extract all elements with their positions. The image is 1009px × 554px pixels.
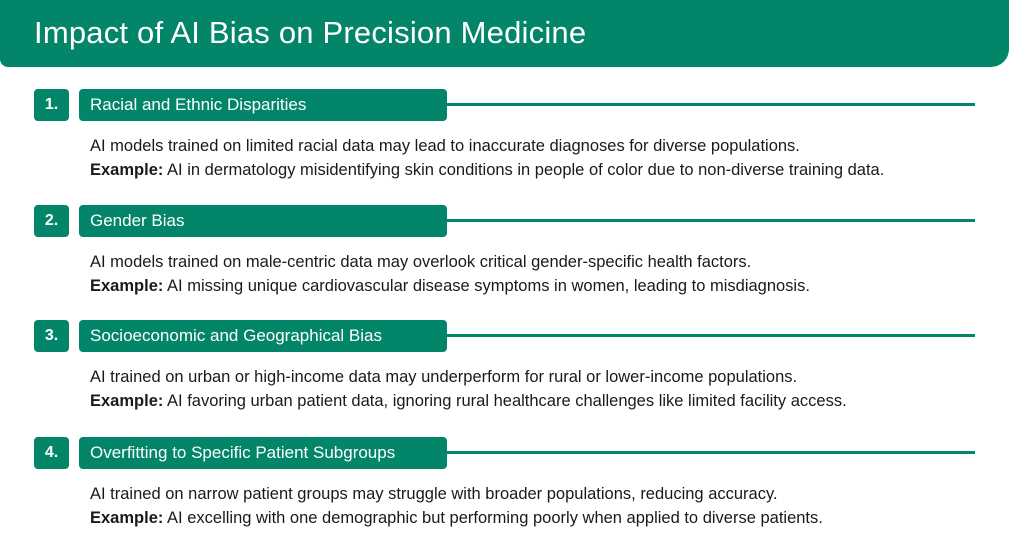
section-overfitting-patient-subgroups [0,437,1009,547]
example-label: Example: [90,392,164,410]
example-text: AI in dermatology misidentifying skin conditions in people of color due to non-diverse training data. [163,161,885,179]
page-title: Impact of AI Bias on Precision Medicine [34,15,587,50]
section-description: AI models trained on male-centric data may overlook critical gender-specific health factors. [90,253,752,271]
section-example [90,274,1005,298]
section-divider [447,451,975,454]
example-text: AI excelling with one demographic but performing poorly when applied to diverse patients. [163,509,823,527]
example-text: AI missing unique cardiovascular disease symptoms in women, leading to misdiagnosis. [163,277,810,295]
section-number: 2. [34,205,69,237]
section-number: 1. [34,89,69,121]
section-example [90,158,1005,182]
title-banner [0,0,1009,67]
example-label: Example: [90,277,164,295]
section-gender-bias [0,205,1009,315]
section-description: AI trained on urban or high-income data may underperform for rural or lower-income populations. [90,368,798,386]
section-example [90,389,1005,413]
section-description: AI models trained on limited racial data may lead to inaccurate diagnoses for diverse populations. [90,137,800,155]
section-divider [447,334,975,337]
example-label: Example: [90,161,164,179]
section-racial-ethnic-disparities [0,89,1009,199]
example-label: Example: [90,509,164,527]
section-socioeconomic-geographical-bias [0,320,1009,430]
section-divider [447,103,975,106]
section-number: 3. [34,320,69,352]
section-heading: Overfitting to Specific Patient Subgroups [79,437,447,469]
section-example [90,506,1005,530]
example-text: AI favoring urban patient data, ignoring rural healthcare challenges like limited facility access. [163,392,847,410]
section-description: AI trained on narrow patient groups may struggle with broader populations, reducing accuracy. [90,485,778,503]
section-heading: Socioeconomic and Geographical Bias [79,320,447,352]
section-heading: Gender Bias [79,205,447,237]
section-heading: Racial and Ethnic Disparities [79,89,447,121]
section-divider [447,219,975,222]
section-number: 4. [34,437,69,469]
